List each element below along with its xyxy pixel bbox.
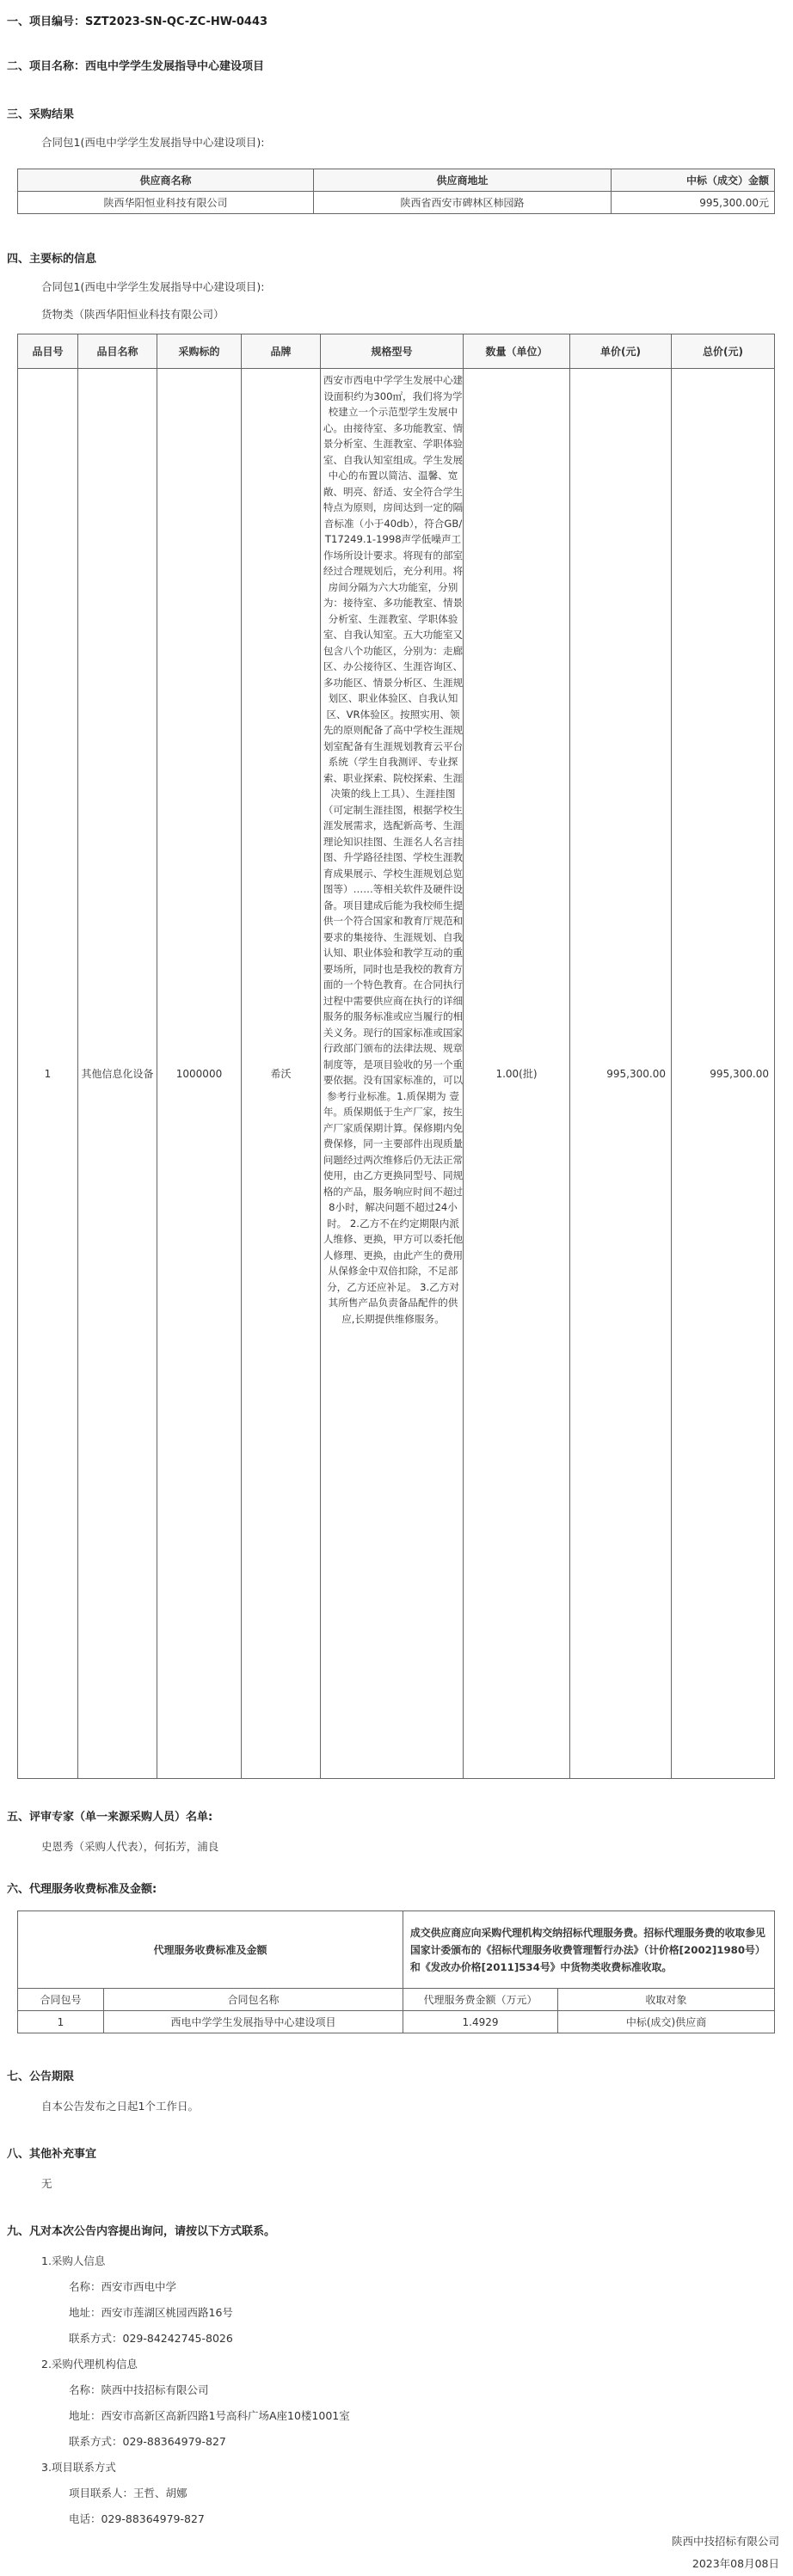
header-item-name: 品目名称: [78, 334, 157, 369]
items-table-header: [18, 334, 775, 369]
header-spec: 规格型号: [321, 334, 464, 369]
items-contract-package: 合同包1(西电中学学生发展指导中心建设项目):: [41, 280, 265, 293]
header-supplier-address: 供应商地址: [314, 169, 612, 192]
header-award-amount: 中标（成交）金额: [612, 169, 775, 192]
item-quantity: 1.00(批): [464, 369, 570, 1779]
notice-period-text: 自本公告发布之日起1个工作日。: [41, 2100, 199, 2113]
agency-name: 名称：陕西中技招标有限公司: [69, 2383, 209, 2396]
agency-fee-table: [17, 1911, 775, 2033]
items-table: [17, 334, 775, 1779]
supplier-address: 陕西省西安市碑林区柿园路: [314, 192, 612, 214]
header-package-name: 合同包名称: [104, 1989, 403, 2011]
package-no: 1: [18, 2011, 104, 2033]
project-name-label: 二、项目名称：: [7, 60, 86, 73]
agency-address: 地址：西安市高新区高新四路1号高科广场A座10楼1001室: [69, 2409, 350, 2422]
project-contact-title: 3.项目联系方式: [41, 2461, 116, 2474]
fee-payer: 中标(成交)供应商: [558, 2011, 775, 2033]
project-name-value: 西电中学学生发展指导中心建设项目: [85, 60, 265, 73]
other-matters-heading: 八、其他补充事宜: [7, 2148, 97, 2161]
item-name: 其他信息化设备: [78, 369, 157, 1779]
fee-amount: 1.4929: [403, 2011, 558, 2033]
project-number-label: 一、项目编号：: [7, 15, 86, 28]
footer-date: 2023年08月08日: [692, 2557, 779, 2570]
header-target: 采购标的: [157, 334, 242, 369]
items-supplier-category: 货物类（陕西华阳恒业科技有限公司）: [41, 308, 224, 321]
result-table-header: [18, 169, 775, 192]
buyer-address: 地址：西安市莲湖区桃园西路16号: [69, 2306, 233, 2319]
project-number-line: [7, 12, 267, 28]
header-fee-payer: 收取对象: [558, 1989, 775, 2011]
buyer-name: 名称：西安市西电中学: [69, 2280, 177, 2293]
buyer-info-title: 1.采购人信息: [41, 2254, 106, 2267]
supplier-name: 陕西华阳恒业科技有限公司: [18, 192, 314, 214]
fee-standard-text: 成交供应商应向采购代理机构交纳招标代理服务费。招标代理服务费的收取参见国家计委颁布的《招标代理服务收费管理暂行办法》（计价格[2002]1980号）和《发改办价格[2011]534号》中货物类收费标准收取。: [403, 1911, 775, 1989]
agency-info-title: 2.采购代理机构信息: [41, 2358, 138, 2371]
header-package-no: 合同包号: [18, 1989, 104, 2011]
other-matters-text: 无: [41, 2177, 52, 2190]
item-target: 1000000: [157, 369, 242, 1779]
experts-heading: 五、评审专家（单一来源采购人员）名单:: [7, 1811, 213, 1824]
table-row: [18, 369, 775, 1779]
project-contact-people: 项目联系人：王哲、胡娜: [69, 2487, 187, 2499]
project-number-value: SZT2023-SN-QC-ZC-HW-0443: [85, 15, 268, 28]
agency-fee-heading: 六、代理服务收费标准及金额:: [7, 1883, 157, 1896]
fee-standard-label: 代理服务收费标准及金额: [18, 1911, 403, 1989]
award-amount: 995,300.00元: [612, 192, 775, 214]
result-table: [17, 169, 775, 214]
header-item-no: 品目号: [18, 334, 78, 369]
project-contact-phone: 电话：029-88364979-827: [69, 2512, 205, 2525]
fee-table-header: [18, 1989, 775, 2011]
table-row: [18, 192, 775, 214]
project-name-line: [7, 57, 264, 73]
header-brand: 品牌: [242, 334, 321, 369]
item-total-price: 995,300.00: [672, 369, 775, 1779]
contact-heading: 九、凡对本次公告内容提出询问，请按以下方式联系。: [7, 2225, 276, 2238]
header-total-price: 总价(元): [672, 334, 775, 369]
procurement-result-heading: 三、采购结果: [7, 108, 75, 121]
item-unit-price: 995,300.00: [570, 369, 672, 1779]
item-spec-text: 西安市西电中学学生发展中心建设面积约为300㎡，我们将为学校建立一个示范型学生发展中心。由接待室、多功能教室、情景分析室、生涯教室、学职体验室、自我认知室组成。学生发展中心的布置以简洁、温馨、宽敞、明亮、舒适、安全符合学生特点为原则，房间达到一定的隔音标准（小于40db），符合GB/T17249.1-1998声学低噪声工作场所设计要求。将现有的部室经过合理规划后，充分利用。将房间分隔为六大功能室，分别为：接待室、多功能教室、情景分析室、生涯教室、学职体验室、自我认知室。五大功能室又包含八个功能区，分别为：走廊区、办公接待区、生涯咨询区、多功能区、情景分析区、生涯规划区、职业体验区、自我认知区、VR体验区。按照实用、领先的原则配备了高中学校生涯规划室配备有生涯规划教育云平台系统（学生自我测评、专业探索、职业探索、院校探索、生涯决策的线上工具）、生涯挂图（可定制生涯挂图，根据学校生涯发展需求，选配新高考、生涯理论知识挂图、生涯名人名言挂图、升学路径挂图、学校生涯教育成果展示、学校生涯规划总览图等）……等相关软件及硬件设备。项目建成后能为我校师生提供一个符合国家和教育厅规范和要求的集接待、生涯规划、自我认知、职业体验和教学互动的重要场所，同时也是我校的教育方面的一个特色教育。在合同执行过程中需要供应商在执行的详细服务的服务标准或应当履行的相关义务。现行的国家标准或国家行政部门颁布的法律法规、规章制度等，是项目验收的另一个重要依据。没有国家标准的，可以参考行业标准。1.质保期为 壹 年。质保期低于生产厂家，按生产厂家质保期计算。保修期内免费保修，同一主要部件出现质量问题经过两次维修后仍无法正常使用，由乙方更换同型号、同规格的产品，服务响应时间不超过8小时，解决问题不超过24小时。 2.乙方不在约定期限内派人维修、更换，甲方可以委托他人修理、更换，由此产生的费用从保修金中双倍扣除，不足部分，乙方还应补足。 3.乙方对其所售产品负责备品配件的供应,长期提供维修服务。: [323, 374, 464, 1325]
header-supplier-name: 供应商名称: [18, 169, 314, 192]
header-quantity: 数量（单位）: [464, 334, 570, 369]
footer-company: 陕西中技招标有限公司: [671, 2535, 779, 2548]
header-unit-price: 单价(元): [570, 334, 672, 369]
main-items-heading: 四、主要标的信息: [7, 253, 97, 266]
buyer-contact: 联系方式：029-84242745-8026: [69, 2332, 233, 2345]
item-spec-cell: [321, 369, 464, 1779]
experts-list: 史恩秀（采购人代表），何拓芳，浦良: [41, 1840, 219, 1853]
notice-period-heading: 七、公告期限: [7, 2070, 75, 2083]
result-contract-package: 合同包1(西电中学学生发展指导中心建设项目):: [41, 136, 265, 149]
table-row: [18, 2011, 775, 2033]
item-no: 1: [18, 369, 78, 1779]
item-brand: 希沃: [242, 369, 321, 1779]
package-name: 西电中学学生发展指导中心建设项目: [104, 2011, 403, 2033]
fee-standard-row: [18, 1911, 775, 1989]
header-fee-amount: 代理服务费金额（万元）: [403, 1989, 558, 2011]
agency-contact: 联系方式：029-88364979-827: [69, 2435, 226, 2448]
